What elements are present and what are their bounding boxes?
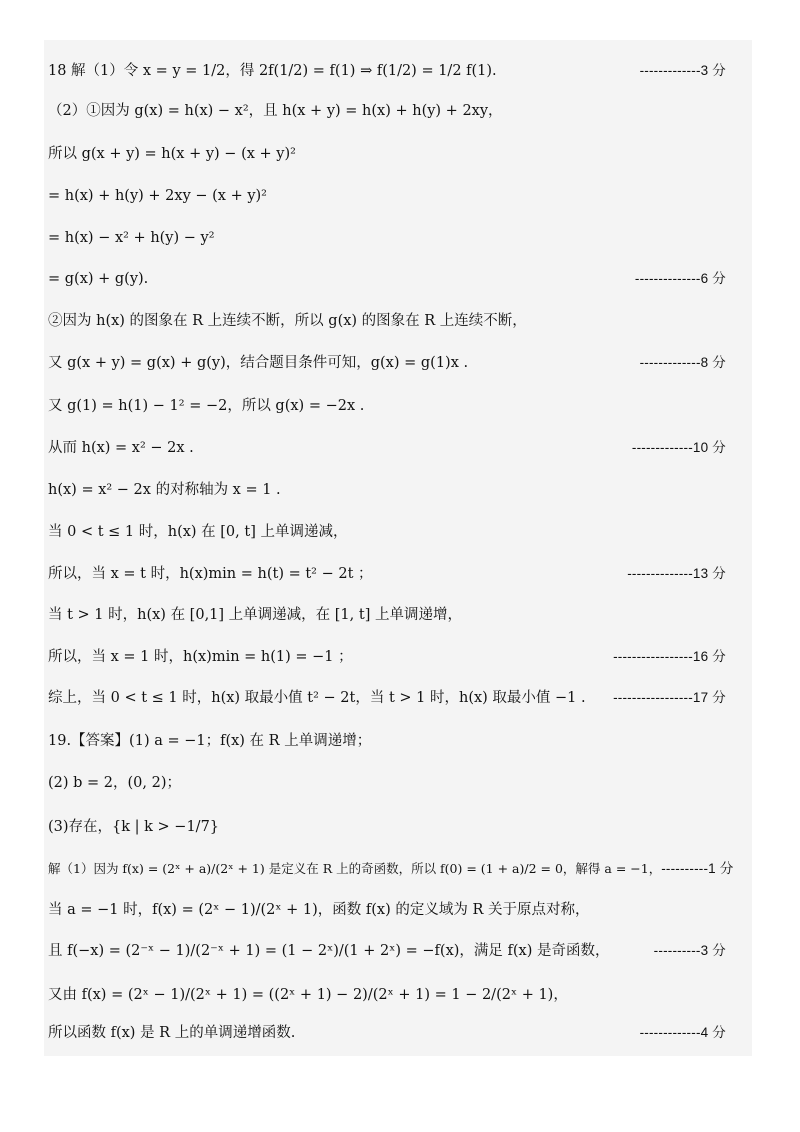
- line-text: 所以，当 x = 1 时，h(x)min = h(1) = −1 ；: [48, 649, 353, 665]
- line-text: = g(x) + g(y).: [48, 271, 149, 287]
- solution-line-2: [48, 100, 726, 122]
- line-text: 且 f(−x) = (2⁻ˣ − 1)/(2⁻ˣ + 1) = (1 − 2ˣ)/(1 + 2ˣ) = −f(x)，满足 f(x) 是奇函数，: [48, 943, 610, 959]
- score-marker: --------------6 分: [634, 271, 726, 286]
- solution-line-7: [48, 310, 726, 332]
- line-text: ②因为 h(x) 的图象在 R 上连续不断，所以 g(x) 的图象在 R 上连续不断，: [48, 313, 527, 329]
- solution-line-13: [48, 563, 726, 585]
- solution-line-12: [48, 521, 726, 543]
- score-marker: ----------3 分: [653, 943, 726, 958]
- score-marker: -------------8 分: [639, 355, 726, 370]
- line-text: 又由 f(x) = (2ˣ − 1)/(2ˣ + 1) = ((2ˣ + 1) − 2)/(2ˣ + 1) = 1 − 2/(2ˣ + 1)，: [48, 987, 568, 1003]
- line-text: (3)存在，{k | k > −1/7}: [48, 819, 220, 835]
- solution-line-24: [48, 1022, 726, 1044]
- solution-line-3: [48, 143, 726, 165]
- score-marker: -------------4 分: [639, 1025, 726, 1040]
- line-text: 解（1）因为 f(x) = (2ˣ + a)/(2ˣ + 1) 是定义在 R 上的奇函数，所以 f(0) = (1 + a)/2 = 0，解得 a = −1，: [48, 861, 662, 876]
- score-marker: -------------3 分: [639, 63, 726, 78]
- score-marker: -------------10 分: [631, 440, 726, 455]
- line-text: 18 解（1）令 x = y = 1/2，得 2f(1/2) = f(1) ⇒ f(1/2) = 1/2 f(1).: [48, 63, 497, 79]
- line-text: 当 t > 1 时，h(x) 在 [0,1] 上单调递减，在 [1, t] 上单调递增，: [48, 607, 462, 623]
- solution-line-10: [48, 437, 726, 459]
- line-text: 19.【答案】(1) a = −1；f(x) 在 R 上单调递增；: [48, 733, 372, 749]
- solution-line-19: [48, 816, 726, 838]
- solution-line-20: [48, 858, 734, 880]
- line-text: 当 0 < t ≤ 1 时，h(x) 在 [0, t] 上单调递减，: [48, 524, 348, 540]
- solution-line-1: [48, 60, 726, 82]
- line-text: 综上，当 0 < t ≤ 1 时，h(x) 取最小值 t² − 2t，当 t > 1 时，h(x) 取最小值 −1 .: [48, 690, 586, 706]
- line-text: 又 g(x + y) = g(x) + g(y)，结合题目条件可知，g(x) = g(1)x .: [48, 355, 469, 371]
- solution-line-14: [48, 604, 726, 626]
- line-text: 当 a = −1 时，f(x) = (2ˣ − 1)/(2ˣ + 1)，函数 f(x) 的定义域为 R 关于原点对称，: [48, 902, 590, 918]
- line-text: h(x) = x² − 2x 的对称轴为 x = 1 .: [48, 482, 281, 498]
- solution-line-21: [48, 899, 726, 921]
- line-text: = h(x) + h(y) + 2xy − (x + y)²: [48, 188, 267, 204]
- solution-line-8: [48, 352, 726, 374]
- line-text: 又 g(1) = h(1) − 1² = −2，所以 g(x) = −2x .: [48, 398, 365, 414]
- solution-line-6: [48, 268, 726, 290]
- line-text: (2) b = 2，(0, 2)；: [48, 775, 182, 791]
- solution-line-9: [48, 395, 726, 417]
- score-marker: --------------13 分: [627, 566, 726, 581]
- line-text: 所以 g(x + y) = h(x + y) − (x + y)²: [48, 146, 296, 162]
- line-text: = h(x) − x² + h(y) − y²: [48, 230, 215, 246]
- score-marker: -----------------17 分: [613, 690, 726, 705]
- solution-line-16: [48, 687, 726, 709]
- solution-line-17: [48, 730, 726, 752]
- score-marker: ----------1 分: [661, 861, 734, 876]
- score-marker: -----------------16 分: [613, 649, 726, 664]
- solution-line-4: [48, 185, 726, 207]
- solution-line-15: [48, 646, 726, 668]
- line-text: 所以函数 f(x) 是 R 上的单调递增函数.: [48, 1025, 296, 1041]
- line-text: 所以，当 x = t 时，h(x)min = h(t) = t² − 2t ；: [48, 566, 373, 582]
- line-text: 从而 h(x) = x² − 2x .: [48, 440, 194, 456]
- solution-line-22: [48, 940, 726, 962]
- line-text: （2）①因为 g(x) = h(x) − x²，且 h(x + y) = h(x) + h(y) + 2xy，: [48, 103, 503, 119]
- solution-line-11: [48, 479, 726, 501]
- solution-line-18: [48, 772, 726, 794]
- solution-line-5: [48, 227, 726, 249]
- solution-line-23: [48, 984, 726, 1006]
